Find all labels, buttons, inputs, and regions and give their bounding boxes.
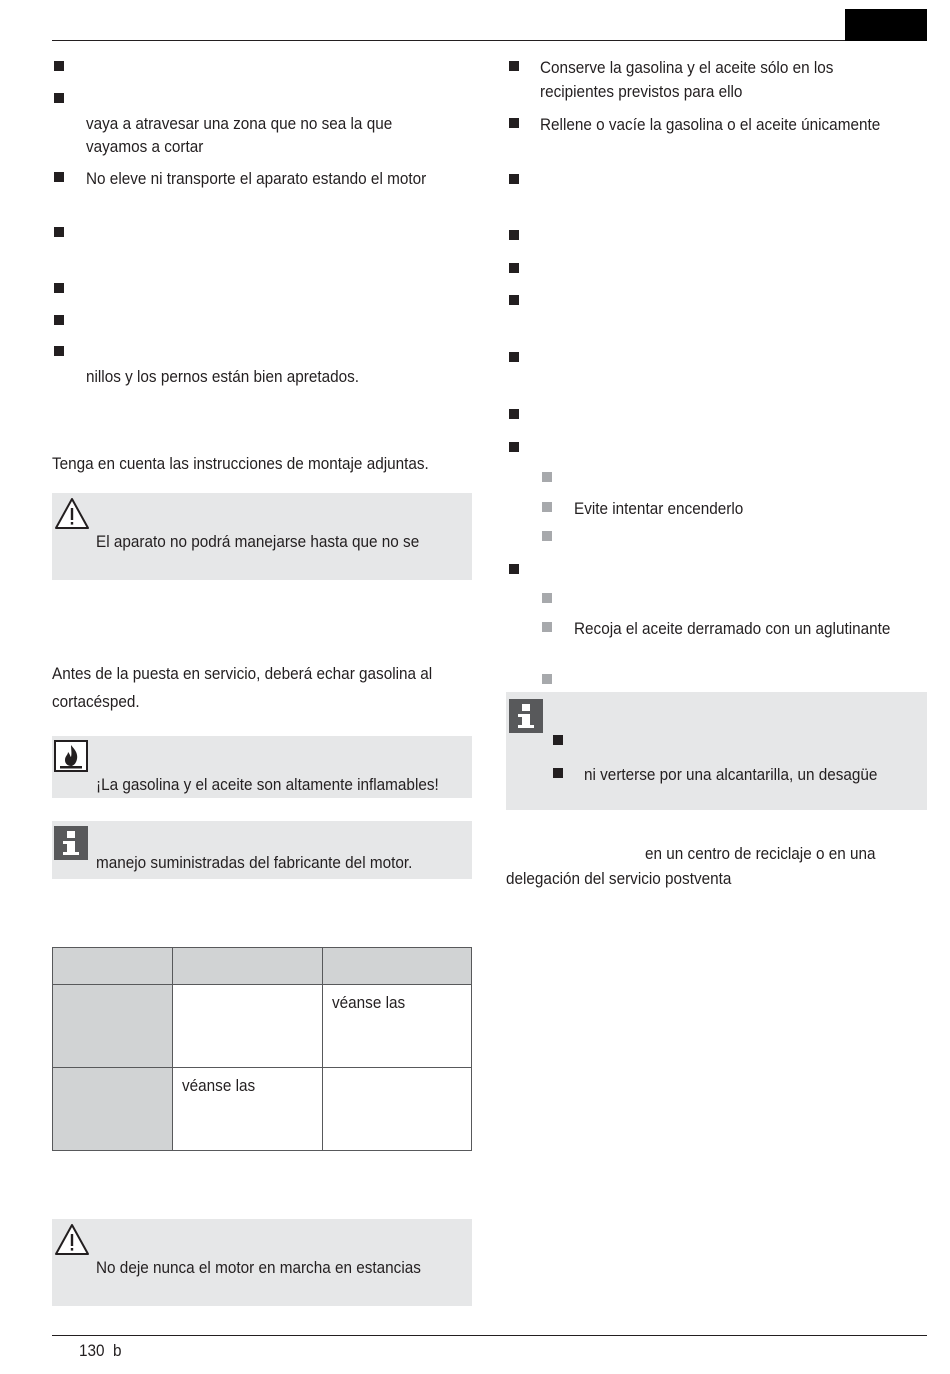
sub-bullet-marker: [542, 531, 552, 541]
disposal-text: en un centro de reciclaje o en una: [645, 844, 876, 863]
bullet-marker: [509, 564, 519, 574]
table-row-label: [53, 1068, 173, 1151]
bullet-marker: [509, 409, 519, 419]
fuel-oil-table: [52, 947, 472, 1151]
bullet-marker: [54, 283, 64, 293]
bullet-marker: [54, 172, 64, 182]
info-box: [52, 821, 472, 879]
flammable-text: ¡La gasolina y el aceite son altamente inflamables!: [96, 775, 439, 794]
warning-box: [52, 1219, 472, 1306]
bullet-marker: [509, 295, 519, 305]
table-cell: véanse las: [323, 985, 472, 1068]
bullet-text: No eleve ni transporte el aparato estando el motor: [86, 169, 427, 188]
warning-triangle-icon: [54, 497, 90, 531]
bullet-continuation: recipientes previstos para ello: [540, 82, 743, 101]
table-row: [53, 1068, 472, 1151]
bullet-marker: [509, 263, 519, 273]
sub-bullet-text: Recoja el aceite derramado con un aglutinante: [574, 619, 891, 638]
sub-bullet-marker: [542, 622, 552, 632]
bullet-marker: [54, 61, 64, 71]
bullet-marker: [54, 93, 64, 103]
warning-text: El aparato no podrá manejarse hasta que no se: [96, 532, 420, 551]
bullet-marker: [509, 61, 519, 71]
bullet-marker: [54, 346, 64, 356]
table-cell: [173, 985, 323, 1068]
bullet-marker: [509, 118, 519, 128]
bullet-marker: [509, 442, 519, 452]
table-header-cell: [323, 948, 472, 985]
table-header-row: [53, 948, 472, 985]
bullet-marker: [509, 174, 519, 184]
info-icon: [509, 699, 543, 733]
page-suffix: b: [113, 1341, 122, 1360]
bullet-text: Rellene o vacíe la gasolina o el aceite únicamente: [540, 115, 881, 134]
sub-bullet-marker: [542, 674, 552, 684]
info-item-text: ni verterse por una alcantarilla, un desagüe: [584, 765, 878, 784]
warning-text: No deje nunca el motor en marcha en estancias: [96, 1258, 421, 1277]
assembly-note: Tenga en cuenta las instrucciones de montaje adjuntas.: [52, 454, 429, 473]
table-cell: véanse las: [173, 1068, 323, 1151]
sub-bullet-marker: [542, 502, 552, 512]
table-header-cell: [53, 948, 173, 985]
table-header-cell: [173, 948, 323, 985]
bullet-marker: [553, 768, 563, 778]
language-tab: [845, 9, 927, 41]
info-text: manejo suministradas del fabricante del motor.: [96, 853, 413, 872]
table-row: [53, 985, 472, 1068]
bullet-marker: [509, 230, 519, 240]
bullet-marker: [54, 315, 64, 325]
page-number: 130: [79, 1341, 105, 1360]
sub-bullet-marker: [542, 593, 552, 603]
bullet-marker: [509, 352, 519, 362]
bullet-marker: [553, 735, 563, 745]
disposal-text: delegación del servicio postventa: [506, 869, 732, 888]
fuel-intro-line: cortacésped.: [52, 692, 140, 711]
bullet-marker: [54, 227, 64, 237]
info-icon: [54, 826, 88, 860]
warning-box: [52, 493, 472, 580]
bullet-continuation: vayamos a cortar: [86, 137, 204, 156]
footer-rule: [52, 1335, 927, 1336]
warning-triangle-icon: [54, 1223, 90, 1257]
bullet-continuation: nillos y los pernos están bien apretados.: [86, 367, 360, 386]
table-cell: [323, 1068, 472, 1151]
header-rule: [52, 40, 927, 41]
sub-bullet-text: Evite intentar encenderlo: [574, 499, 744, 518]
info-box: [506, 692, 927, 810]
flammable-box: [52, 736, 472, 798]
bullet-text: Conserve la gasolina y el aceite sólo en los: [540, 58, 834, 77]
fuel-intro-line: Antes de la puesta en servicio, deberá echar gasolina al: [52, 664, 433, 683]
sub-bullet-marker: [542, 472, 552, 482]
table-row-label: [53, 985, 173, 1068]
flame-icon: [54, 740, 88, 772]
bullet-continuation: vaya a atravesar una zona que no sea la que: [86, 114, 393, 133]
